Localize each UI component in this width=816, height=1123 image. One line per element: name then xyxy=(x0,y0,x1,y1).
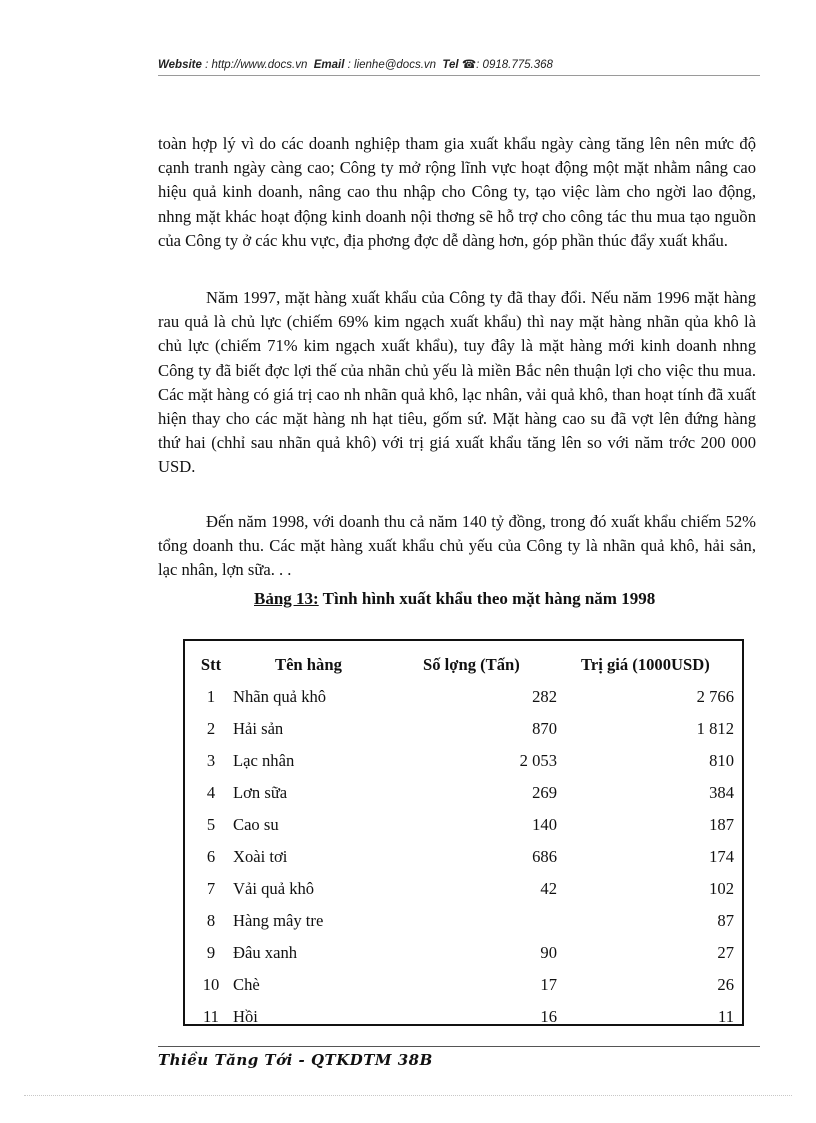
cell-name: Chè xyxy=(233,975,260,994)
cell-qty: 140 xyxy=(532,815,557,834)
table-row xyxy=(185,847,742,879)
cell-value: 1 812 xyxy=(696,719,734,738)
cell-qty: 16 xyxy=(540,1007,557,1026)
table-caption-label: Bảng 13: xyxy=(254,589,319,608)
cell-value: 11 xyxy=(718,1007,734,1026)
table-row xyxy=(185,719,742,751)
phone-icon: ☎ xyxy=(461,59,477,71)
cell-stt: 2 xyxy=(206,719,216,738)
cell-stt: 7 xyxy=(206,879,216,898)
table-caption-text: Tình hình xuất khẩu theo mặt hàng năm 1998 xyxy=(318,589,656,608)
cell-value: 26 xyxy=(717,975,734,994)
cell-name: Xoài tơi xyxy=(233,847,288,866)
cell-value: 87 xyxy=(717,911,734,930)
table-row xyxy=(185,879,742,911)
cell-value: 174 xyxy=(709,847,734,866)
cell-name: Lạc nhân xyxy=(233,751,295,770)
cell-qty: 282 xyxy=(532,687,557,706)
cell-stt: 5 xyxy=(206,815,216,834)
page-bottom-border xyxy=(24,1095,792,1096)
cell-value: 2 766 xyxy=(696,687,734,706)
table-row xyxy=(185,815,742,847)
cell-qty: 90 xyxy=(540,943,557,962)
tel-label: Tel xyxy=(442,59,459,71)
cell-value: 810 xyxy=(709,751,734,770)
paragraph-1: toàn hợp lý vì do các doanh nghiệp tham gia xuất khẩu ngày càng tăng lên nên mức độ cạnh tranh ngày càng cao; Công ty mở rộng lĩnh vực hoạt động một mặt nhằm nâng cao hiệu quả kinh doanh, nâng cao thu nhập cho Công ty, tạo việc làm cho ngời lao động, nhng mặt khác hoạt động kinh doanh nội thơng sẽ hỗ trợ cho công tác thu mua tạo nguồn của Công ty ở các khu vực, địa phơng đợc dễ dàng hơn, góp phần thúc đẩy xuất khẩu. xyxy=(158,134,756,250)
cell-stt: 3 xyxy=(206,751,216,770)
cell-stt: 9 xyxy=(206,943,216,962)
header-name: Tên hàng xyxy=(275,655,342,674)
header-value: Trị giá (1000USD) xyxy=(581,655,710,674)
table-caption xyxy=(254,589,655,609)
table-row xyxy=(185,687,742,719)
table-header-row xyxy=(185,655,742,687)
cell-qty: 269 xyxy=(532,783,557,802)
page-footer: Thiều Tăng Tới - QTKDTM 38B xyxy=(158,1051,433,1069)
cell-name: Lơn sữa xyxy=(233,783,288,802)
table-row xyxy=(185,1007,742,1026)
cell-value: 384 xyxy=(709,783,734,802)
cell-name: Đâu xanh xyxy=(233,943,298,962)
header-divider xyxy=(158,75,760,76)
email-label: Email xyxy=(313,59,345,71)
cell-name: Vải quả khô xyxy=(233,879,315,898)
cell-name: Hàng mây tre xyxy=(233,911,324,930)
cell-qty: 17 xyxy=(540,975,557,994)
website-url: : http://www.docs.vn xyxy=(205,59,308,71)
cell-name: Hồi xyxy=(233,1007,258,1026)
cell-name: Cao su xyxy=(233,815,279,834)
cell-stt: 10 xyxy=(202,975,220,994)
paragraph-3: Đến năm 1998, với doanh thu cả năm 140 tỷ đồng, trong đó xuất khẩu chiếm 52% tổng doanh thu. Các mặt hàng xuất khẩu chủ yếu của Công ty là nhãn quả khô, hải sản, lạc nhân, lợn sữa. . . xyxy=(158,512,756,580)
paragraph-2: Năm 1997, mặt hàng xuất khẩu của Công ty đã thay đổi. Nếu năm 1996 mặt hàng rau quả là chủ lực (chiếm 69% kim ngạch xuất khẩu) thì nay mặt hàng nhãn qủa khô là chủ lực (chiếm 71% kim ngạch xuất khẩu), tuy đây là mặt hàng mới kinh doanh nhng Công ty đã biết đợc lợi thế của nhãn chủ yếu là miền Bắc nên thuận lợi cho việc thu mua. Các mặt hàng có giá trị cao nh nhãn quả khô, lạc nhân, vải quả khô, than hoạt tính đã xuất hiện thay cho các mặt hàng nh hạt tiêu, gốm sứ. Mặt hàng cao su đã vợt lên đứng hàng thứ hai (chhỉ sau nhãn quả khô) với trị giá xuất khẩu tăng lên so với năm trớc 200 000 USD. xyxy=(158,288,756,477)
export-table xyxy=(183,639,744,1026)
cell-value: 187 xyxy=(709,815,734,834)
header-qty: Số lợng (Tấn) xyxy=(423,655,520,674)
cell-qty: 2 053 xyxy=(519,751,557,770)
table-row xyxy=(185,975,742,1007)
table-row xyxy=(185,943,742,975)
cell-name: Nhãn quả khô xyxy=(233,687,327,706)
page-header xyxy=(158,57,760,71)
phone-number: : 0918.775.368 xyxy=(476,59,553,71)
email-address: : lienhe@docs.vn xyxy=(347,59,437,71)
cell-value: 27 xyxy=(717,943,734,962)
table-row xyxy=(185,911,742,943)
cell-stt: 8 xyxy=(206,911,216,930)
cell-qty: 42 xyxy=(540,879,557,898)
footer-divider xyxy=(158,1046,760,1047)
cell-qty: 870 xyxy=(532,719,557,738)
cell-stt: 6 xyxy=(206,847,216,866)
cell-stt: 4 xyxy=(206,783,216,802)
cell-name: Hải sản xyxy=(233,719,284,738)
cell-stt: 11 xyxy=(203,1007,219,1026)
table-row xyxy=(185,783,742,815)
cell-value: 102 xyxy=(709,879,734,898)
cell-qty: 686 xyxy=(532,847,557,866)
cell-stt: 1 xyxy=(206,687,216,706)
website-label: Website xyxy=(158,59,202,71)
table-row xyxy=(185,751,742,783)
header-stt: Stt xyxy=(200,655,222,674)
